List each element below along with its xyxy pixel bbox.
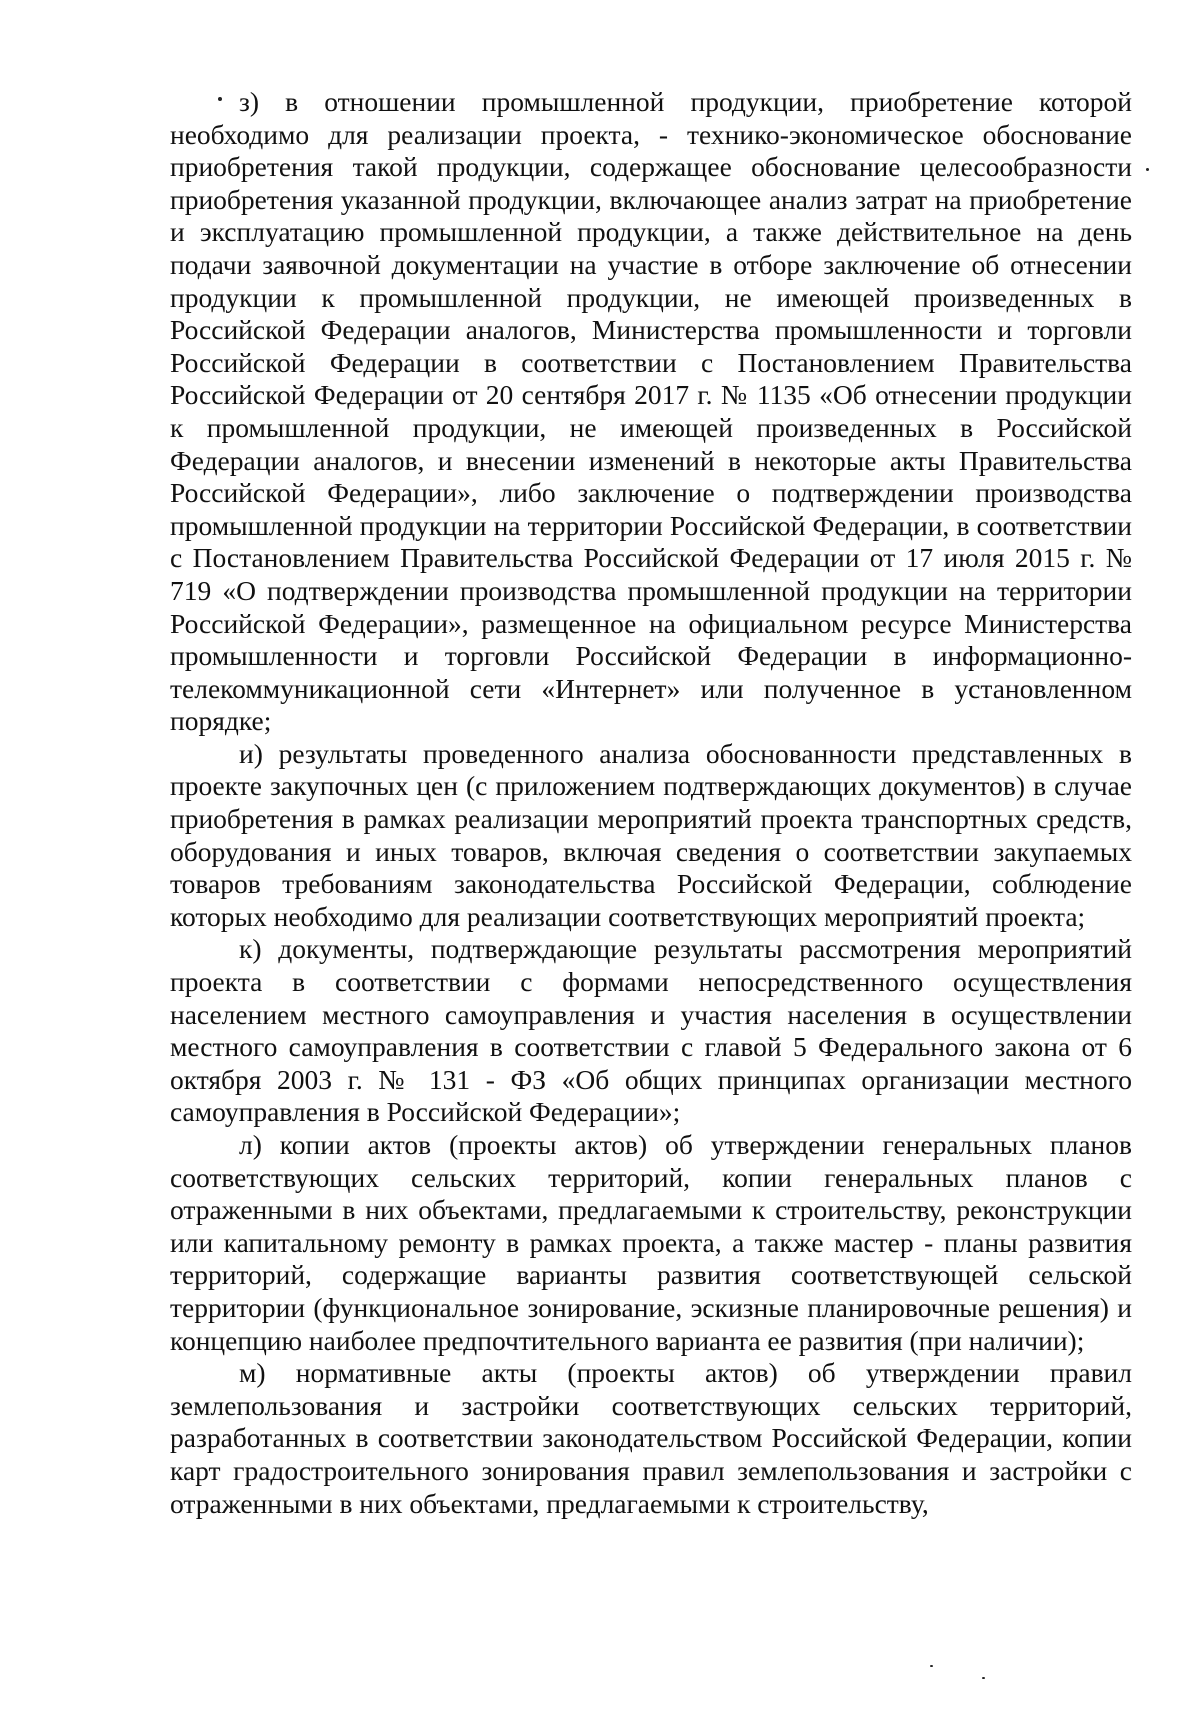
scan-speck [218, 97, 222, 101]
paragraph-i: и) результаты проведенного анализа обоснованности представленных в проекте закупочных цен (с приложением подтверждающих документов) в случае приобретения в рамках реализации мероприятий проекта транспортных средств, оборудования и иных товаров, включая сведения о соответствии закупаемых товаров требованиям законодательства Российской Федерации, соблюдение которых необходимо для реализации соответствующих мероприятий проекта; [170, 737, 1132, 932]
paragraph-l: л) копии актов (проекты актов) об утверждении генеральных планов соответствующих сельских территорий, копии генеральных планов с отраженными в них объектами, предлагаемыми к строительству, реконструкции или капитальному ремонту в рамках проекта, а также мастер - планы развития территорий, содержащие варианты развития соответствующей сельской территории (функциональное зонирование, эскизные планировочные решения) и концепцию наиболее предпочтительного варианта ее развития (при наличии); [170, 1129, 1132, 1356]
scan-speck [1146, 168, 1149, 171]
scan-speck [930, 1665, 933, 1667]
document-body [170, 86, 1132, 1520]
paragraph-m: м) нормативные акты (проекты актов) об утверждении правил землепользования и застройки соответствующих сельских территорий, разработанных в соответствии законодательством Российской Федерации, копии карт градостроительного зонирования правил землепользования и застройки с отраженными в них объектами, предлагаемыми к строительству, [170, 1357, 1132, 1519]
scan-speck [982, 1677, 985, 1679]
paragraph-z: з) в отношении промышленной продукции, приобретение которой необходимо для реализации проекта, - технико-экономическое обоснование приобретения такой продукции, содержащее обоснование целесообразности приобретения указанной продукции, включающее анализ затрат на приобретение и эксплуатацию промышленной продукции, а также действительное на день подачи заявочной документации на участие в отборе заключение об отнесении продукции к промышленной продукции, не имеющей произведенных в Российской Федерации аналогов, Министерства промышленности и торговли Российской Федерации в соответствии с Постановлением Правительства Российской Федерации от 20 сентября 2017 г. № 1135 «Об отнесении продукции к промышленной продукции, не имеющей произведенных в Российской Федерации аналогов, и внесении изменений в некоторые акты Правительства Российской Федерации», либо заключение о подтверждении производства промышленной продукции на территории Российской Федерации, в соответствии с Постановлением Правительства Российской Федерации от 17 июля 2015 г. № 719 «О подтверждении производства промышленной продукции на территории Российской Федерации», размещенное на официальном ресурсе Министерства промышленности и торговли Российской Федерации в информационно-телекоммуникационной сети «Интернет» или полученное в установленном порядке; [170, 86, 1132, 737]
paragraph-k: к) документы, подтверждающие результаты рассмотрения мероприятий проекта в соответствии с формами непосредственного осуществления населением местного самоуправления и участия населения в осуществлении местного самоуправления в соответствии с главой 5 Федерального закона от 6 октября 2003 г. № 131 - ФЗ «Об общих принципах организации местного самоуправления в Российской Федерации»; [170, 933, 1132, 1128]
